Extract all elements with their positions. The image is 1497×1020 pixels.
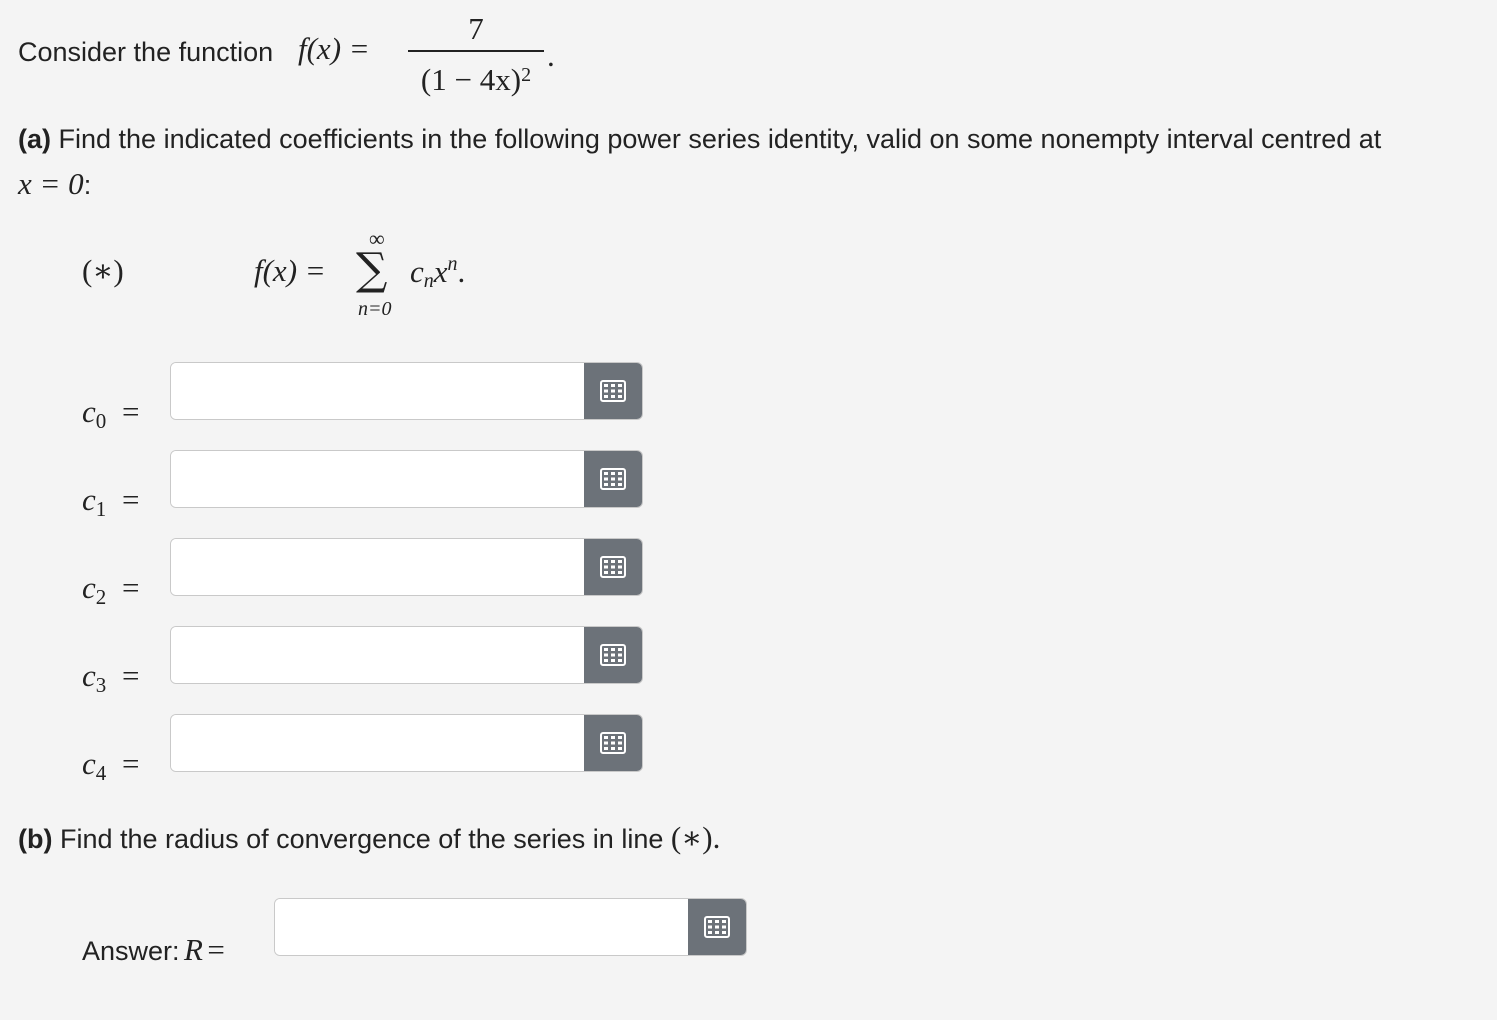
part-b-ref-suffix: . (712, 820, 721, 855)
coef-label-c2 (82, 570, 140, 610)
coef-symbol: c (82, 746, 96, 781)
keyboard-grid-icon (600, 380, 626, 402)
coef-input-c3[interactable] (171, 627, 584, 683)
term-coefficient-sub: n (423, 270, 434, 292)
function-fraction (406, 10, 546, 99)
question-intro: Consider the function (18, 37, 274, 67)
part-b-ref: (∗) (670, 820, 713, 855)
coef-field-c1 (170, 450, 643, 508)
coef-field-c3 (170, 626, 643, 684)
keyboard-button-c2[interactable] (584, 539, 642, 595)
center-equation: x = 0 (18, 166, 84, 201)
denominator-base: (1 − 4x) (420, 62, 522, 97)
part-b-prompt (18, 820, 720, 856)
equation-tag: (∗) (82, 253, 124, 288)
term-exponent: n (447, 253, 458, 275)
coef-label-c4 (82, 746, 140, 786)
part-a-prompt (18, 124, 1381, 155)
coef-symbol: c (82, 394, 96, 429)
keyboard-button-c0[interactable] (584, 363, 642, 419)
radius-field (274, 898, 747, 956)
term-period: . (457, 254, 466, 289)
keyboard-grid-icon (600, 732, 626, 754)
part-b-text: Find the radius of convergence of the series in line (60, 824, 664, 854)
part-a-text: Find the indicated coefficients in the following power series identity, valid on some nonempty interval centred at (58, 124, 1382, 154)
coef-input-c4[interactable] (171, 715, 584, 771)
fraction-numerator: 7 (468, 11, 484, 46)
denominator-exponent: 2 (521, 64, 532, 86)
answer-equals: = (207, 932, 225, 967)
coef-index: 2 (95, 585, 107, 609)
keyboard-button-c3[interactable] (584, 627, 642, 683)
coef-index: 0 (95, 409, 107, 433)
fraction-denominator (406, 56, 546, 99)
keyboard-button-c1[interactable] (584, 451, 642, 507)
keyboard-grid-icon (600, 556, 626, 578)
sum-upper-limit: ∞ (369, 226, 385, 251)
answer-variable: R (184, 932, 203, 967)
coef-field-c0 (170, 362, 643, 420)
coef-equals: = (122, 482, 140, 517)
coef-symbol: c (82, 658, 96, 693)
coef-index: 1 (95, 497, 107, 521)
coef-input-c0[interactable] (171, 363, 584, 419)
coef-label-c0 (82, 394, 140, 434)
coef-symbol: c (82, 482, 96, 517)
term-variable: x (433, 254, 448, 289)
interval-center (18, 166, 91, 202)
answer-label (82, 932, 225, 968)
coef-equals: = (122, 570, 140, 605)
radius-input[interactable] (275, 899, 688, 955)
part-b-tag: (b) (18, 824, 53, 854)
coef-input-c2[interactable] (171, 539, 584, 595)
coef-symbol: c (82, 570, 96, 605)
center-suffix: : (83, 170, 92, 200)
coef-equals: = (122, 394, 140, 429)
keyboard-button-radius[interactable] (688, 899, 746, 955)
coef-index: 4 (95, 761, 107, 785)
coef-label-c3 (82, 658, 140, 698)
sum-symbol: ∑ (356, 244, 388, 295)
coef-equals: = (122, 658, 140, 693)
keyboard-grid-icon (600, 468, 626, 490)
part-a-tag: (a) (18, 124, 51, 154)
coef-field-c2 (170, 538, 643, 596)
coef-equals: = (122, 746, 140, 781)
term-coefficient: c (410, 254, 424, 289)
answer-label-text: Answer: (82, 936, 180, 966)
coef-field-c4 (170, 714, 643, 772)
intro-period: . (547, 38, 555, 73)
series-term (410, 253, 465, 293)
keyboard-button-c4[interactable] (584, 715, 642, 771)
sum-lower-limit: n=0 (358, 298, 392, 320)
keyboard-grid-icon (600, 644, 626, 666)
series-lhs: f(x) = (254, 253, 326, 288)
coef-input-c1[interactable] (171, 451, 584, 507)
coef-index: 3 (95, 673, 107, 697)
function-lhs: f(x) = (298, 31, 370, 66)
fraction-bar (408, 50, 544, 52)
keyboard-grid-icon (704, 916, 730, 938)
coef-label-c1 (82, 482, 140, 522)
